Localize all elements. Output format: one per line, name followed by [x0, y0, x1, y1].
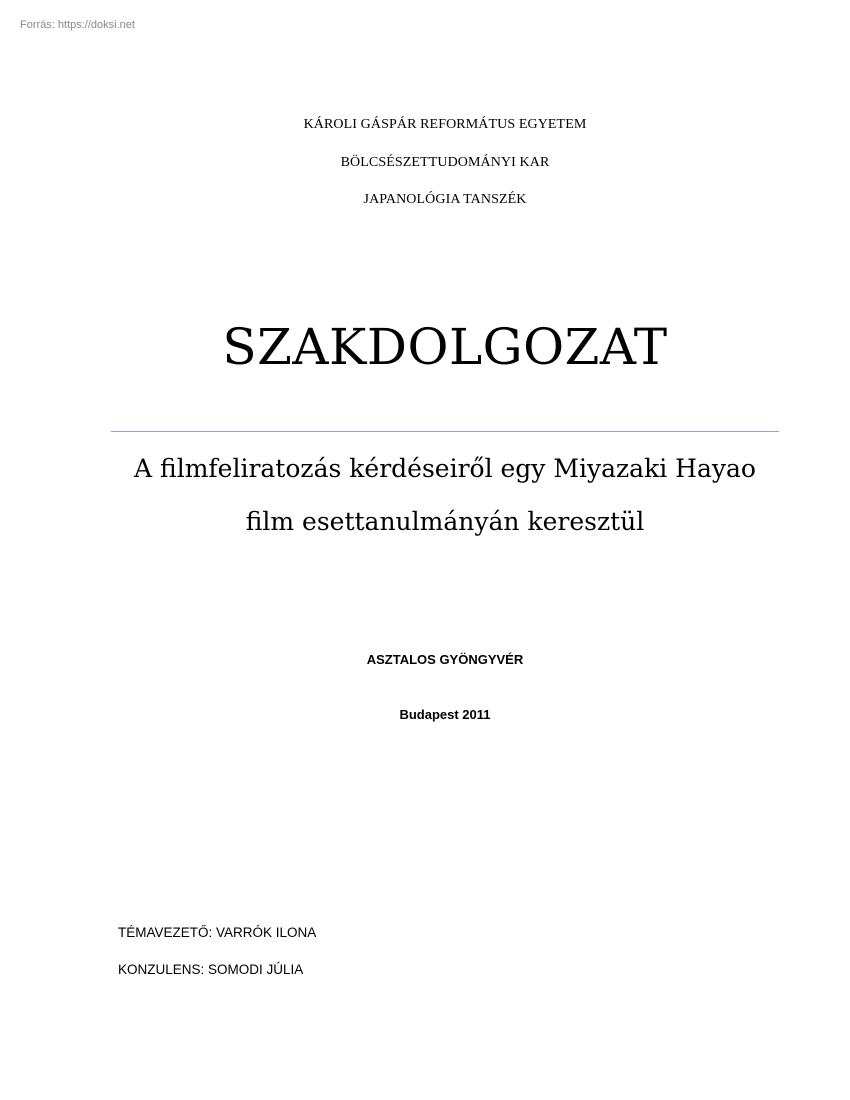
faculty-name: BÖLCSÉSZETTUDOMÁNYI KAR — [340, 155, 550, 170]
consultant-credit: KONZULENS: SOMODI JÚLIA — [118, 962, 304, 977]
document-type-title: SZAKDOLGOZAT — [222, 318, 668, 376]
place-and-year: Budapest 2011 — [399, 707, 491, 722]
university-name: KÁROLI GÁSPÁR REFORMÁTUS EGYETEM — [303, 117, 587, 132]
supervisor-credit: TÉMAVEZETŐ: VARRÓK ILONA — [118, 925, 317, 940]
source-note: Forrás: https://doksi.net — [20, 19, 135, 31]
author-name: ASZTALOS GYÖNGYVÉR — [366, 652, 524, 667]
thesis-title-line-2: film esettanulmányán keresztül — [245, 507, 645, 536]
title-divider — [111, 431, 779, 432]
thesis-title-line-1: A filmfeliratozás kérdéseiről egy Miyazaki Hayao — [134, 454, 756, 483]
department-name: JAPANOLÓGIA TANSZÉK — [363, 192, 527, 207]
